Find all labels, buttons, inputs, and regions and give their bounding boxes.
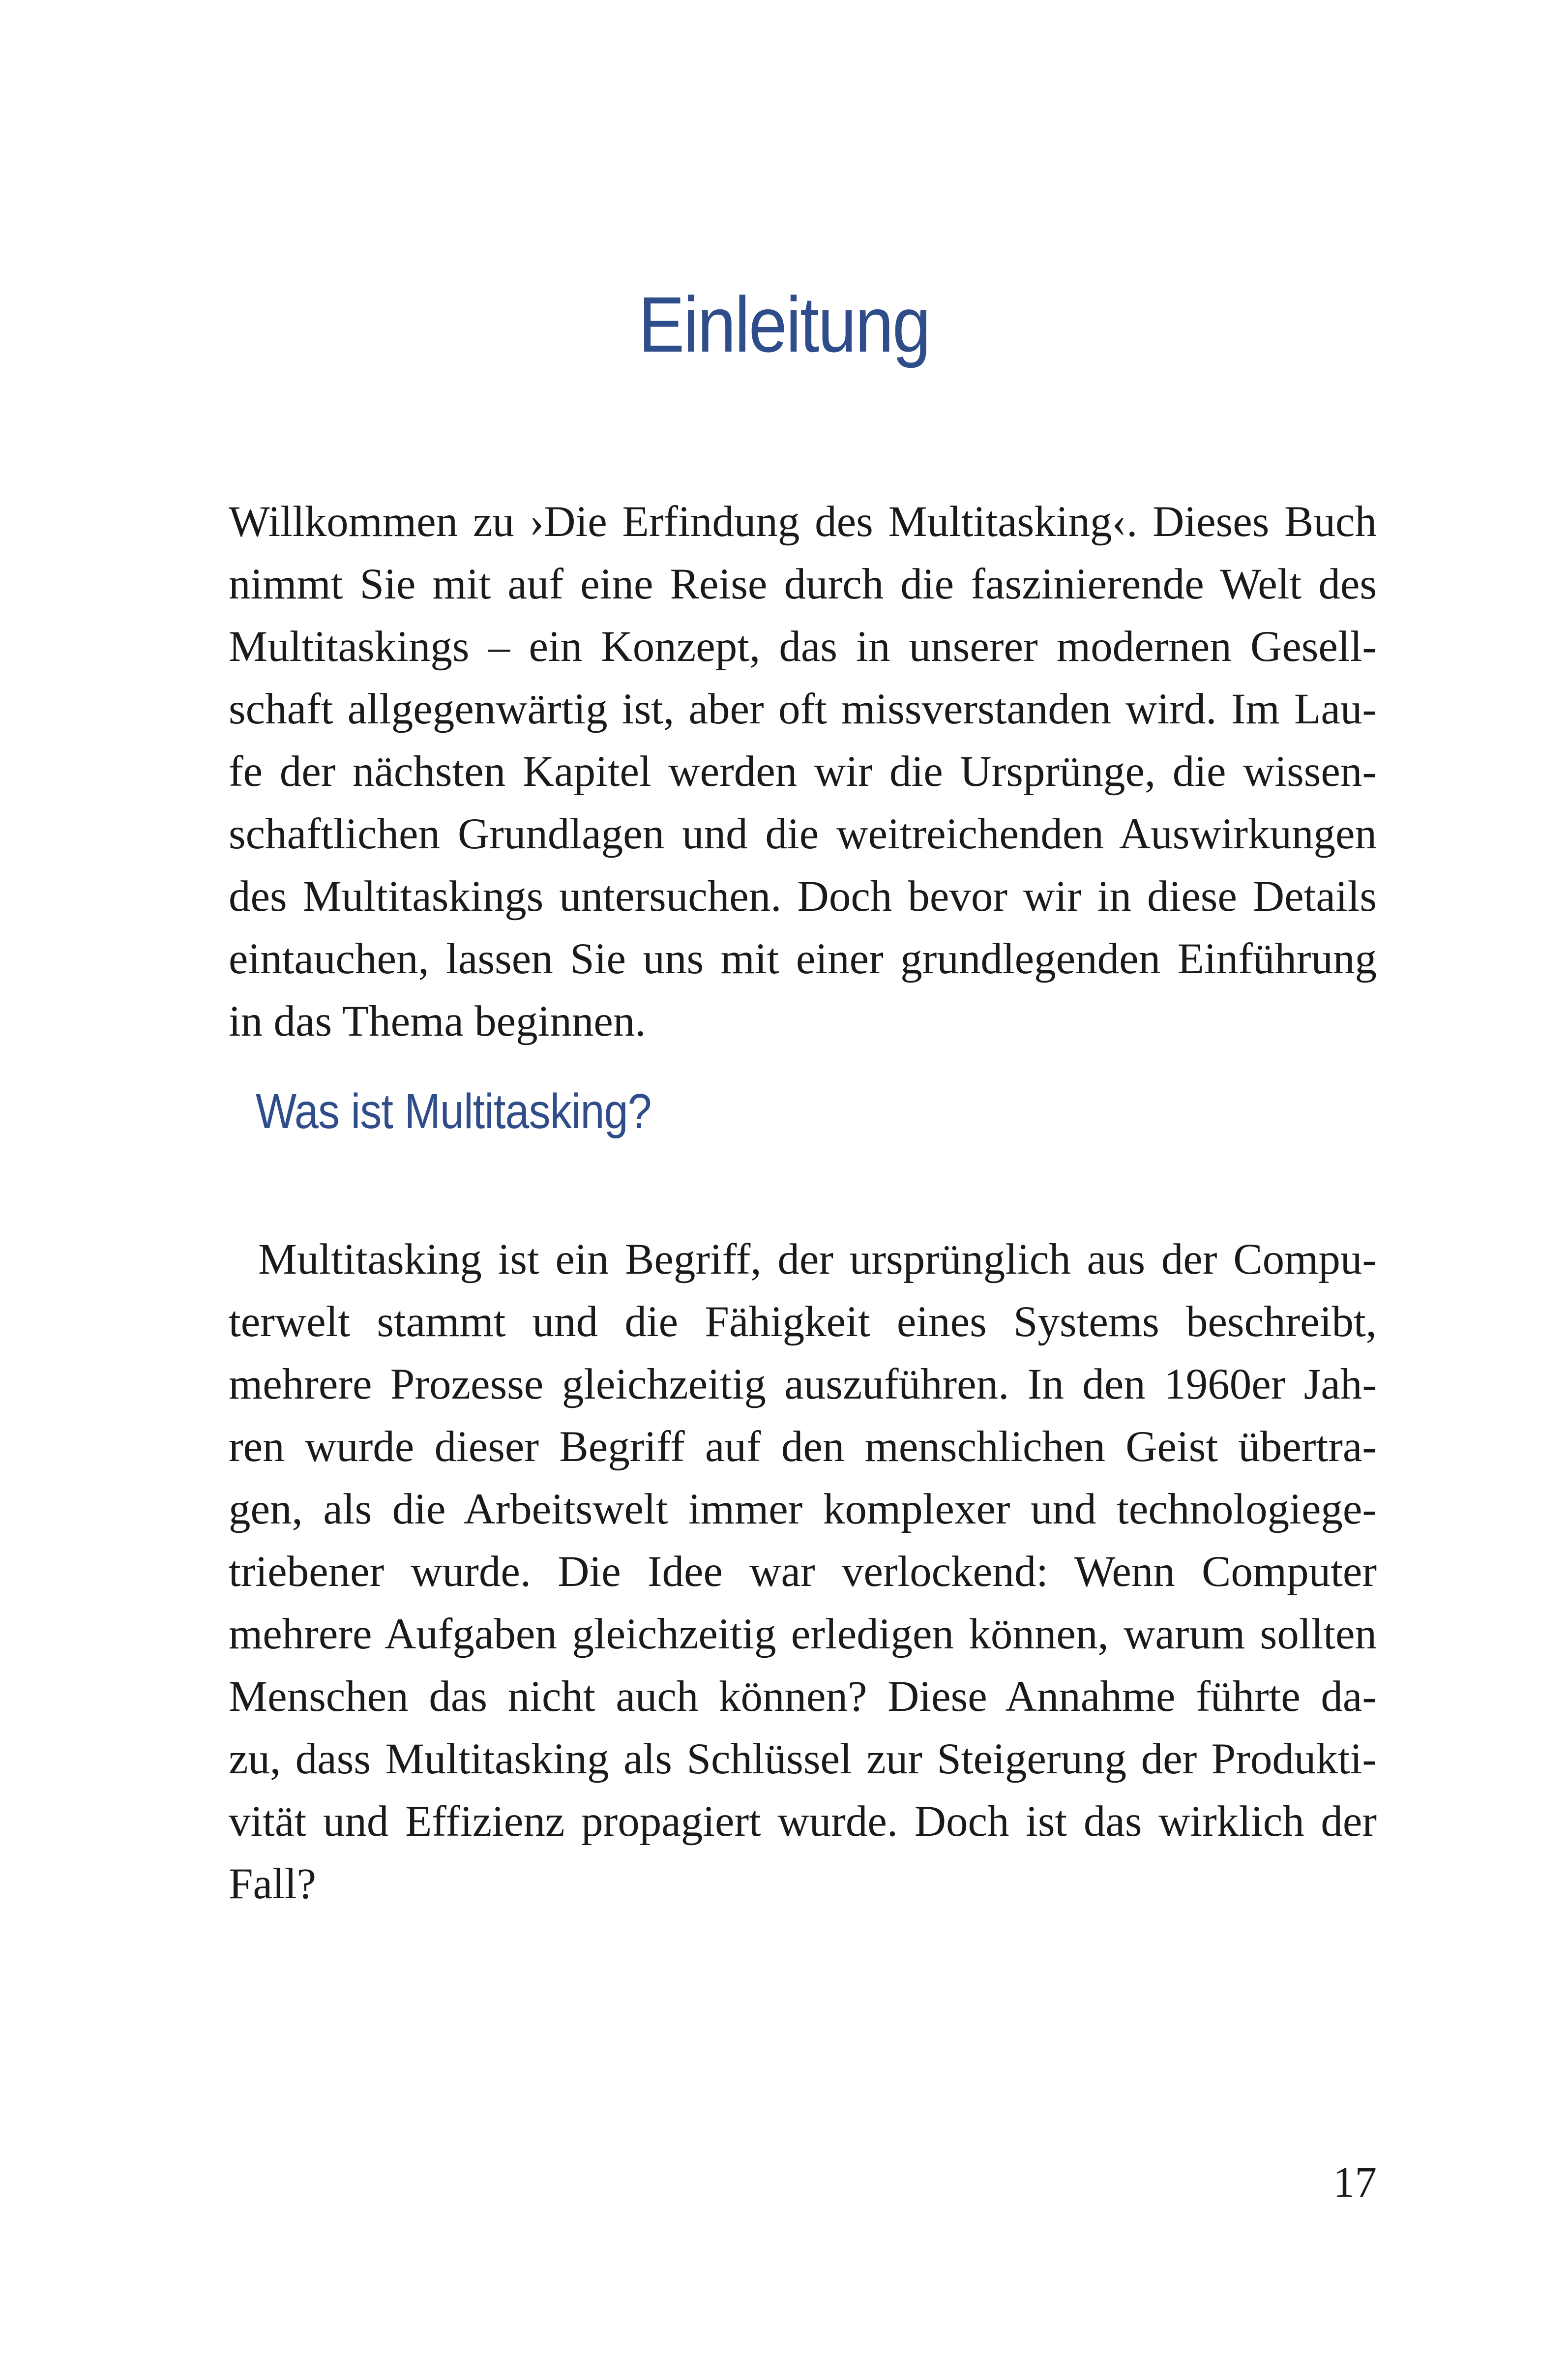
section-line: triebener wurde. Die Idee war verlockend: Wenn Computer bbox=[229, 1548, 1377, 1596]
section-line: Multitasking ist ein Begriff, der ursprünglich aus der Compu- bbox=[258, 1235, 1377, 1283]
intro-line: schaftlichen Grundlagen und die weitreichenden Auswirkungen bbox=[229, 810, 1377, 858]
intro-line: nimmt Sie mit auf eine Reise durch die faszinierende Welt des bbox=[229, 560, 1377, 608]
intro-paragraph bbox=[229, 491, 1377, 1053]
section-line: Menschen das nicht auch können? Diese Annahme führte da- bbox=[229, 1672, 1377, 1721]
section-line: vität und Effizienz propagiert wurde. Doch ist das wirklich der bbox=[229, 1797, 1377, 1846]
intro-line: eintauchen, lassen Sie uns mit einer grundlegenden Einführung bbox=[229, 935, 1377, 983]
intro-line: Multitaskings – ein Konzept, das in unserer modernen Gesell- bbox=[229, 623, 1377, 671]
section-line: mehrere Aufgaben gleichzeitig erledigen können, warum sollten bbox=[229, 1610, 1377, 1658]
section-line: ren wurde dieser Begriff auf den menschlichen Geist übertra- bbox=[229, 1423, 1377, 1471]
intro-line: Willkommen zu ›Die Erfindung des Multitasking‹. Dieses Buch bbox=[229, 498, 1377, 546]
chapter-title: Einleitung bbox=[638, 280, 930, 368]
section-line: mehrere Prozesse gleichzeitig auszuführen. In den 1960er Jah- bbox=[229, 1360, 1377, 1408]
page-number: 17 bbox=[1333, 2158, 1377, 2207]
section-line: gen, als die Arbeitswelt immer komplexer und technologiege- bbox=[229, 1485, 1377, 1533]
section-paragraph bbox=[229, 1228, 1377, 1915]
intro-line: schaft allgegenwärtig ist, aber oft missverstanden wird. Im Lau- bbox=[229, 685, 1377, 733]
intro-line: fe der nächsten Kapitel werden wir die Ursprünge, die wissen- bbox=[229, 747, 1377, 796]
section-line: terwelt stammt und die Fähigkeit eines Systems beschreibt, bbox=[229, 1298, 1377, 1346]
intro-line: des Multitaskings untersuchen. Doch bevor wir in diese Details bbox=[229, 872, 1377, 921]
section-line: Fall? bbox=[229, 1860, 316, 1908]
section-line: zu, dass Multitasking als Schlüssel zur Steigerung der Produkti- bbox=[229, 1735, 1377, 1783]
intro-line: in das Thema beginnen. bbox=[229, 997, 646, 1045]
section-heading: Was ist Multitasking? bbox=[256, 1084, 651, 1139]
